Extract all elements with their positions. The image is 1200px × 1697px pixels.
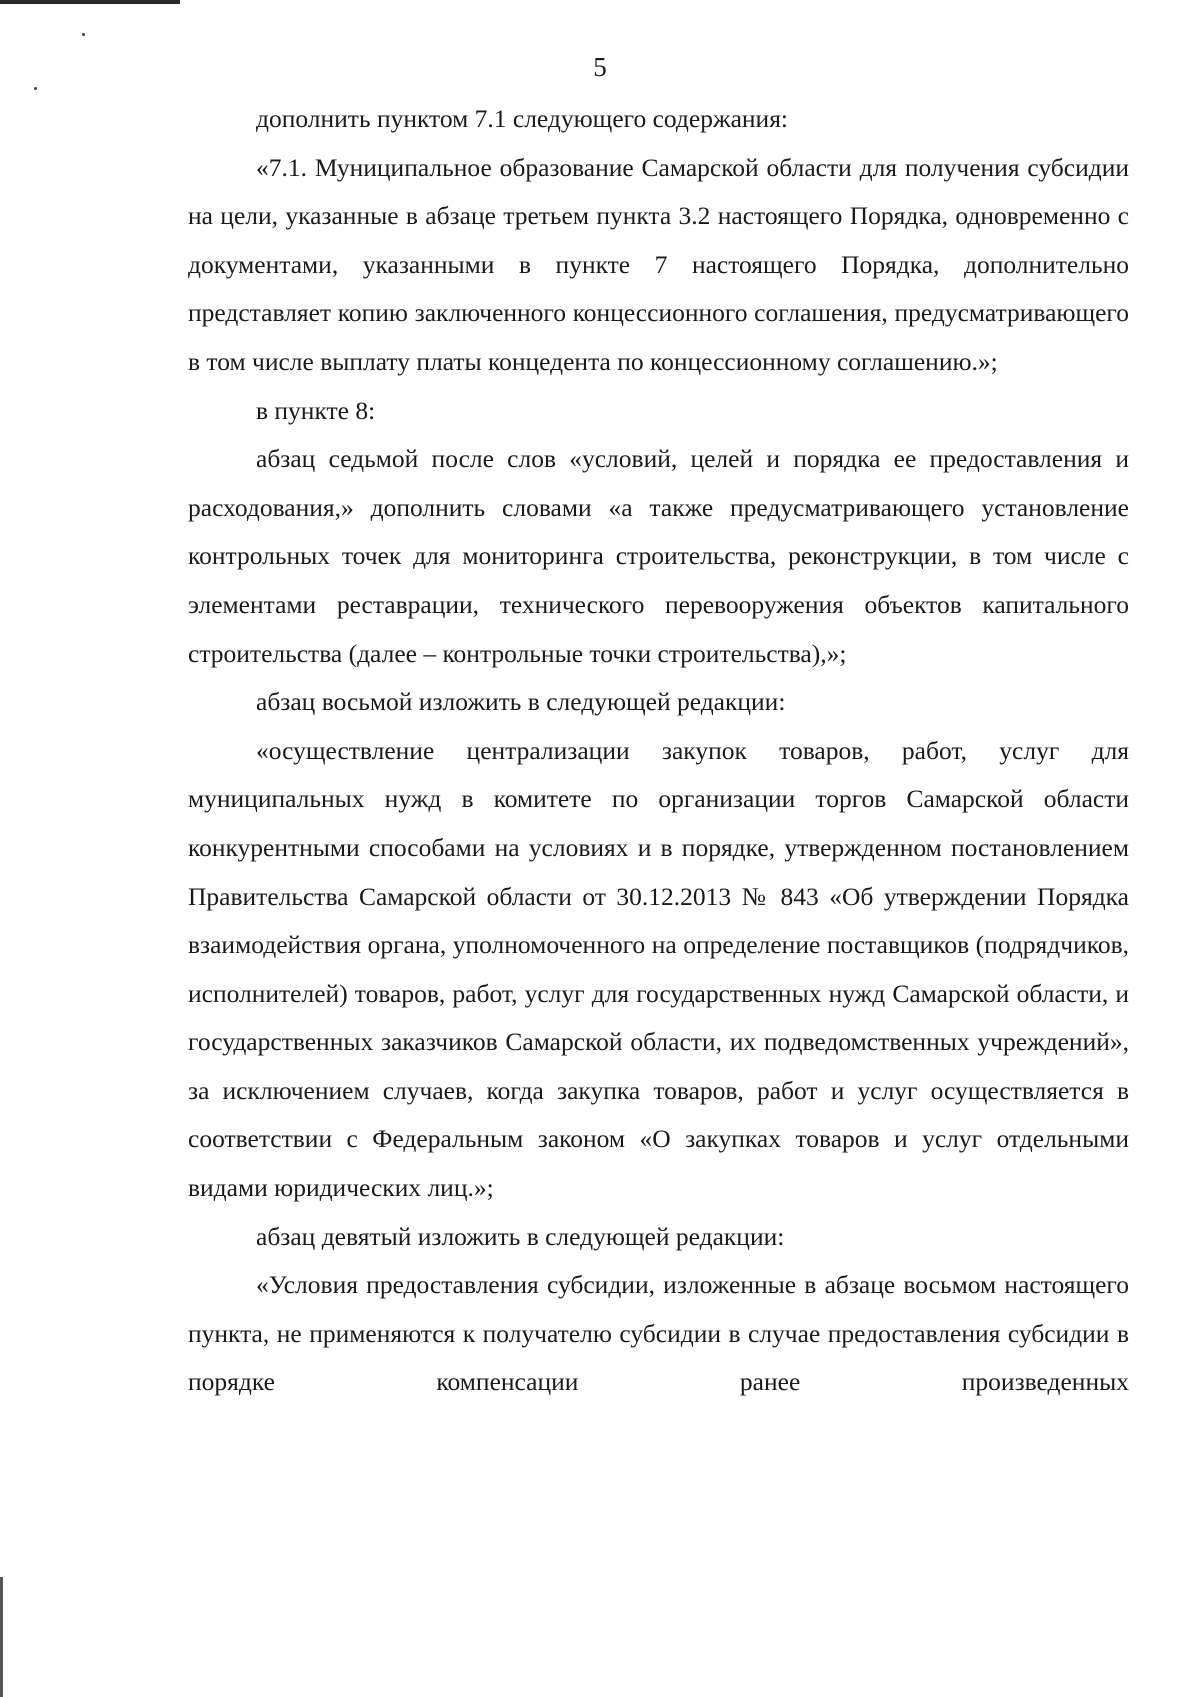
scan-edge-mark: [0, 1577, 3, 1697]
paragraph: «7.1. Муниципальное образование Самарской области для получения субсидии на цели, указанные в абзаце третьем пункта 3.2 настоящего Порядка, одновременно с документами, указанными в пункте 7 настоящего Порядка, дополнительно представляет копию заключенного концессионного соглашения, предусматривающего в том числе выплату платы концедента по концессионному соглашению.»;: [188, 152, 1129, 376]
document-body: [188, 95, 1129, 1407]
paragraph: «Условия предоставления субсидии, изложенные в абзаце восьмом настоящего пункта, не применяются к получателю субсидии в случае предоставления субсидии в порядке компенсации ранее произведенных: [188, 1270, 1129, 1397]
scan-speck: [82, 33, 85, 36]
paragraph: дополнить пунктом 7.1 следующего содержания:: [256, 104, 789, 133]
paragraph: в пункте 8:: [256, 395, 376, 425]
paragraph: абзац девятый изложить в следующей редакции:: [256, 1221, 785, 1251]
paragraph: абзац седьмой после слов «условий, целей и порядка ее предоставления и расходования,» дополнить словами «а также предусматривающего установление контрольных точек для мониторинга строительства, реконструкции, в том числе с элементами реставрации, технического перевооружения объектов капитального строительства (далее – контрольные точки строительства),»;: [188, 444, 1129, 668]
paragraph: абзац восьмой изложить в следующей редакции:: [256, 687, 786, 717]
paragraph: «осуществление централизации закупок товаров, работ, услуг для муниципальных нужд в комитете по организации торгов Самарской области конкурентными способами на условиях и в порядке, утвержденном постановлением Правительства Самарской области от 30.12.2013 № 843 «Об утверждении Порядка взаимодействия органа, уполномоченного на определение поставщиков (подрядчиков, исполнителей) товаров, работ, услуг для государственных нужд Самарской области, и государственных заказчиков Самарской области, их подведомственных учреждений», за исключением случаев, когда закупка товаров, работ и услуг осуществляется в соответствии с Федеральным законом «О закупках товаров и услуг отдельными видами юридических лиц.»;: [188, 735, 1129, 1203]
scan-speck: [34, 87, 37, 90]
scan-edge-mark: [0, 0, 180, 4]
page-number: 5: [593, 52, 607, 82]
